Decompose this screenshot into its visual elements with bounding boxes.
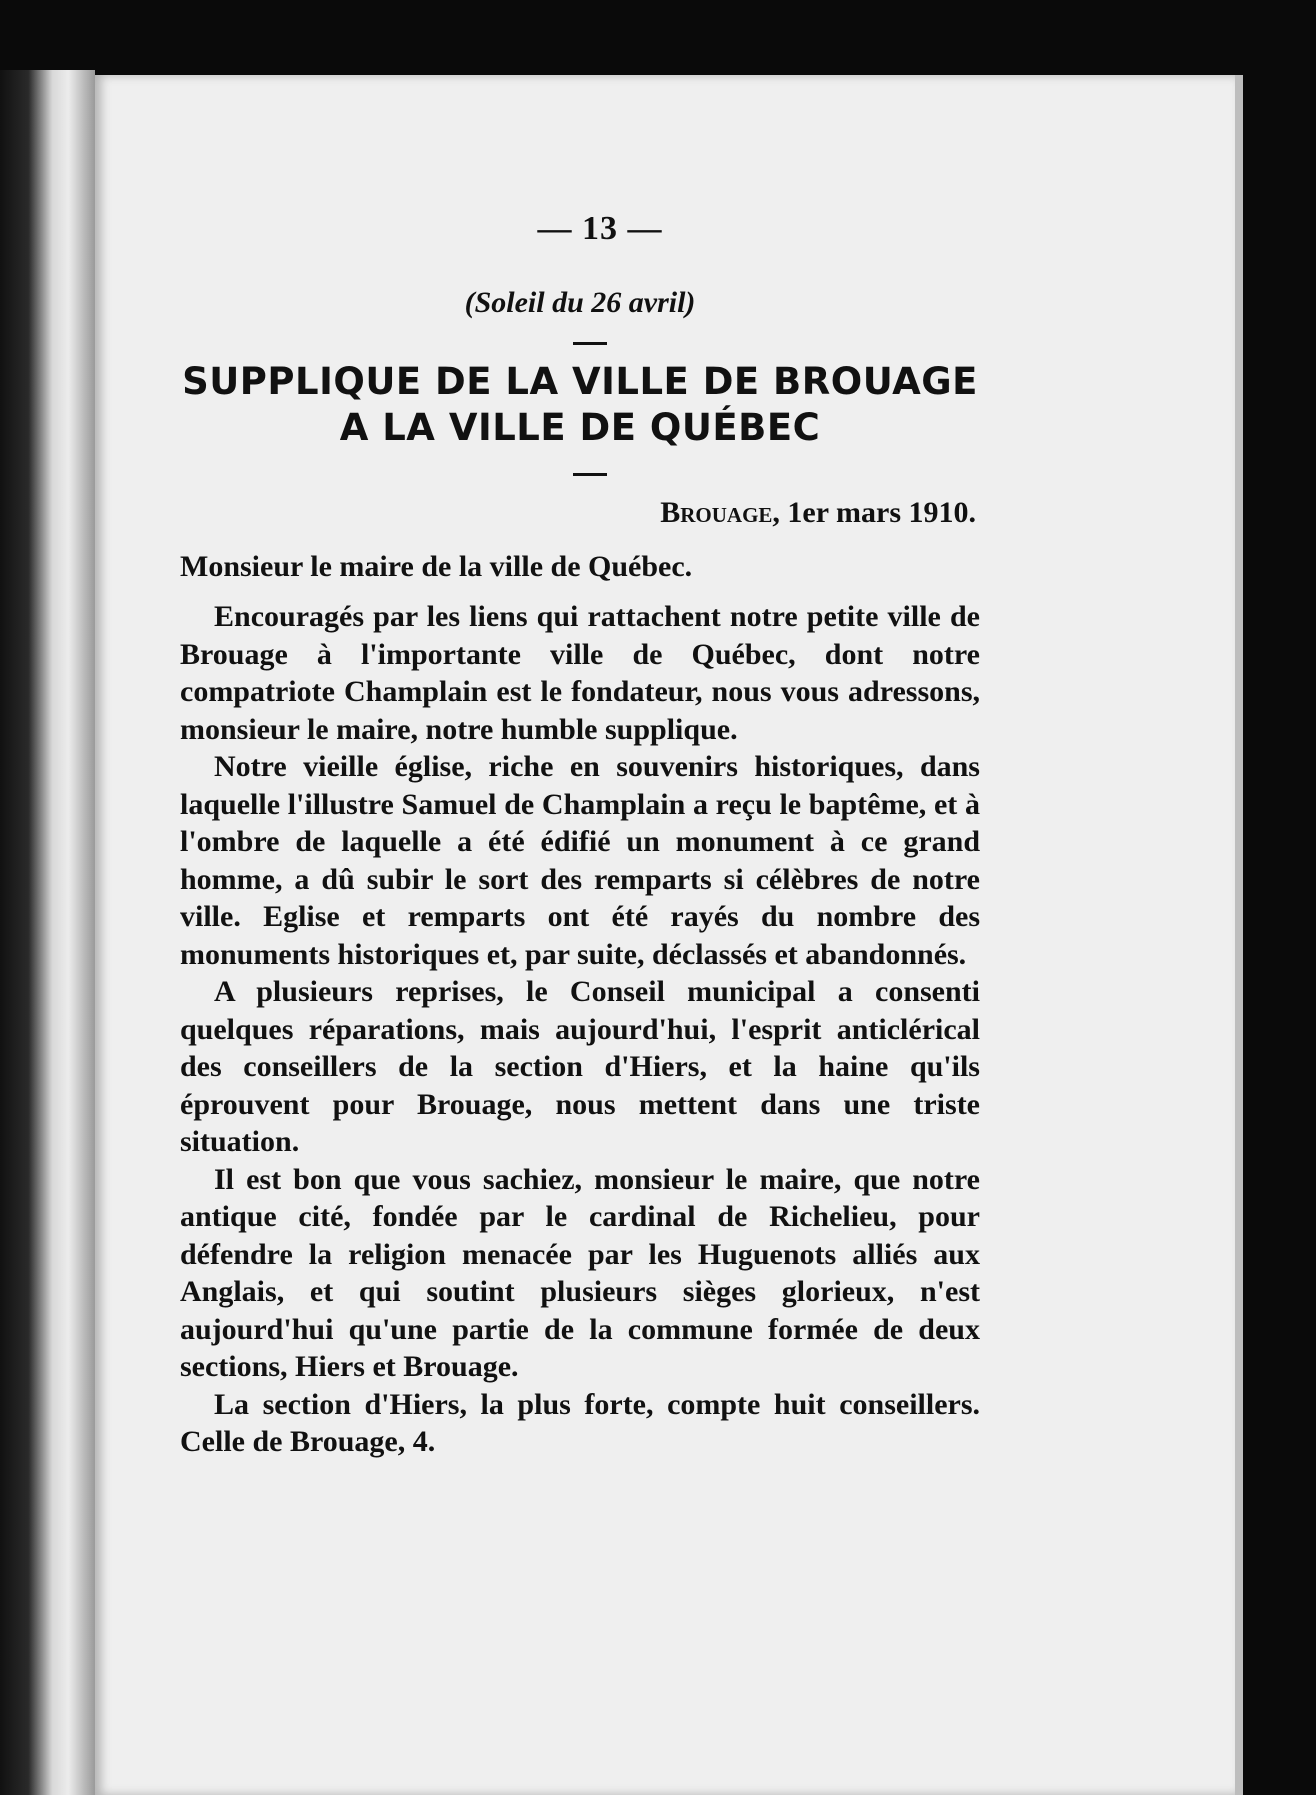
- paragraph: Notre vieille église, riche en souvenirs historiques, dans laquelle l'illustre Samuel de Champlain a reçu le baptême, et à l'ombre de laquelle a été édifié un monument à ce grand homme, a dû subir le sort des remparts si célèbres de notre ville. Eglise et remparts ont été rayés du nombre des monuments historiques et, par suite, déclassés et abandonnés.: [180, 750, 980, 971]
- source-citation: (Soleil du 26 avril): [464, 286, 696, 319]
- paragraph: Il est bon que vous sachiez, monsieur le maire, que notre antique cité, fondée par le cardinal de Richelieu, pour défendre la religion menacée par les Huguenots alliés aux Anglais, et qui soutint plusieurs sièges glorieux, n'est aujourd'hui qu'une partie de la commune formée de deux sections, Hiers et Brouage.: [180, 1162, 980, 1383]
- article-title: [180, 359, 980, 451]
- page-edge: [1235, 75, 1243, 1795]
- title-line-1: SUPPLIQUE DE LA VILLE DE BROUAGE: [182, 360, 978, 403]
- paragraph: Encouragés par les liens qui rattachent notre petite ville de Brouage à l'importante ville de Québec, dont notre compatriote Champlain est le fondateur, nous vous adressons, monsieur le maire, notre humble supplique.: [180, 600, 980, 746]
- dateline-date: 1er mars 1910.: [787, 496, 976, 529]
- dateline: [180, 496, 976, 530]
- title-line-2: A LA VILLE DE QUÉBEC: [339, 406, 821, 449]
- salutation: Monsieur le maire de la ville de Québec.: [180, 550, 693, 583]
- dateline-place: Brouage,: [660, 496, 780, 529]
- book-spine: [0, 70, 95, 1795]
- page-content: [180, 210, 980, 1461]
- paragraph: A plusieurs reprises, le Conseil municipal a consenti quelques réparations, mais aujourd'hui, l'esprit anticlérical des conseillers de la section d'Hiers, et la haine qu'ils éprouvent pour Brouage, nous mettent dans une triste situation.: [180, 975, 980, 1158]
- separator-dash: [573, 473, 607, 476]
- paragraph: La section d'Hiers, la plus forte, compte huit conseillers. Celle de Brouage, 4.: [180, 1387, 980, 1458]
- page-number: — 13 —: [537, 210, 663, 247]
- separator-dash: [573, 342, 607, 345]
